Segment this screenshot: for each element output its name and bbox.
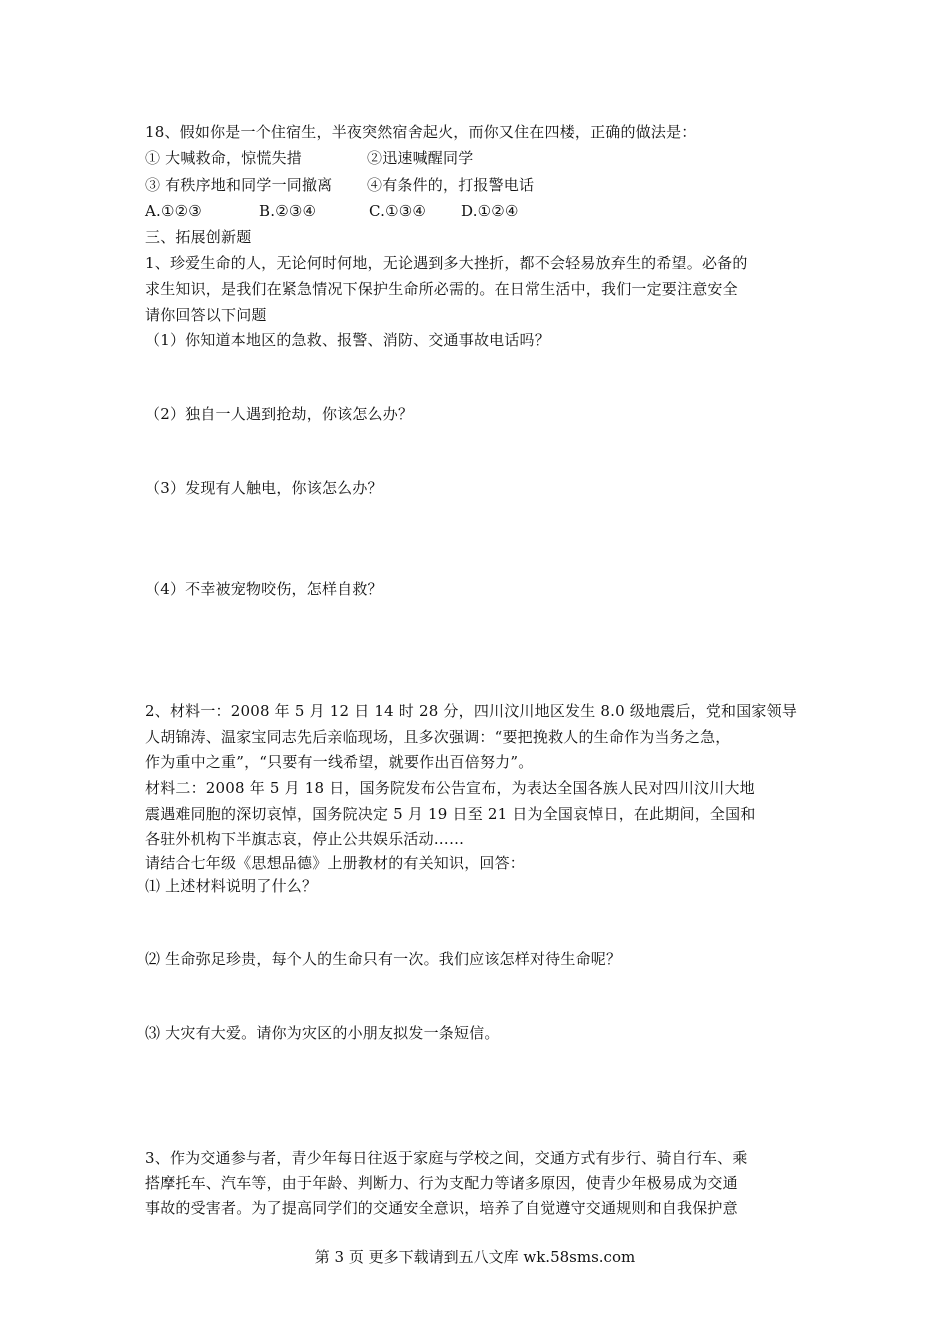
p2-question-3: ⑶ 大灾有大爱。请你为灾区的小朋友拟发一条短信。 <box>145 1024 500 1042</box>
page-footer: 第 3 页 更多下载请到五八文库 wk.58sms.com <box>314 1248 636 1266</box>
p1-question-2: （2）独自一人遇到抢劫，你该怎么办？ <box>145 405 414 423</box>
q18-options-row2 <box>145 174 535 196</box>
q18-choice-d: D.①②④ <box>461 202 519 220</box>
p2-question-1: ⑴ 上述材料说明了什么？ <box>145 877 318 895</box>
p3-line-3: 事故的受害者。为了提高同学们的交通安全意识，培养了自觉遵守交通规则和自我保护意 <box>145 1199 738 1217</box>
p2-line-1: 2、材料一：2008 年 5 月 12 日 14 时 28 分，四川汶川地区发生 8.0 级地震后，党和国家领导 <box>145 702 798 720</box>
p1-question-4: （4）不幸被宠物咬伤，怎样自救？ <box>145 580 383 598</box>
section-title: 三、拓展创新题 <box>145 228 252 246</box>
q18-option-3: ③ 有秩序地和同学一同撤离 <box>145 176 333 194</box>
p2-line-6: 各驻外机构下半旗志哀，停止公共娱乐活动…… <box>145 830 465 848</box>
p1-line-3: 请你回答以下问题 <box>145 306 267 324</box>
p1-question-3: （3）发现有人触电，你该怎么办？ <box>145 479 383 497</box>
p3-line-1: 3、作为交通参与者，青少年每日往返于家庭与学校之间，交通方式有步行、骑自行车、乘 <box>145 1149 748 1167</box>
q18-option-2: ②迅速喊醒同学 <box>367 149 474 167</box>
q18-choice-c: C.①③④ <box>369 202 427 220</box>
p2-line-3: 作为重中之重”，“只要有一线希望，就要作出百倍努力”。 <box>145 753 534 771</box>
q18-choice-b: B.②③④ <box>259 202 317 220</box>
q18-stem: 18、假如你是一个住宿生，半夜突然宿舍起火，而你又住在四楼，正确的做法是： <box>145 123 697 141</box>
p2-line-4: 材料二：2008 年 5 月 18 日，国务院发布公告宣布，为表达全国各族人民对四川汶川大地 <box>145 779 755 797</box>
p2-question-2: ⑵ 生命弥足珍贵，每个人的生命只有一次。我们应该怎样对待生命呢？ <box>145 950 622 968</box>
q18-options-row1 <box>145 147 474 169</box>
p2-line-7: 请结合七年级《思想品德》上册教材的有关知识，回答： <box>145 854 526 872</box>
p1-question-1: （1）你知道本地区的急救、报警、消防、交通事故电话吗？ <box>145 331 550 349</box>
p2-line-2: 人胡锦涛、温家宝同志先后亲临现场，且多次强调：“要把挽救人的生命作为当务之急， <box>145 728 731 746</box>
p3-line-2: 搭摩托车、汽车等，由于年龄、判断力、行为支配力等诸多原因，使青少年极易成为交通 <box>145 1174 738 1192</box>
q18-choices <box>145 200 519 222</box>
q18-option-4: ④有条件的，打报警电话 <box>367 176 535 194</box>
p1-line-2: 求生知识，是我们在紧急情况下保护生命所必需的。在日常生活中，我们一定要注意安全 <box>145 280 738 298</box>
q18-option-1: ① 大喊救命，惊慌失措 <box>145 149 302 167</box>
q18-choice-a: A.①②③ <box>145 202 202 220</box>
p2-line-5: 震遇难同胞的深切哀悼，国务院决定 5 月 19 日至 21 日为全国哀悼日，在此期间，全国和 <box>145 805 756 823</box>
p1-line-1: 1、珍爱生命的人，无论何时何地，无论遇到多大挫折，都不会轻易放弃生的希望。必备的 <box>145 254 748 272</box>
